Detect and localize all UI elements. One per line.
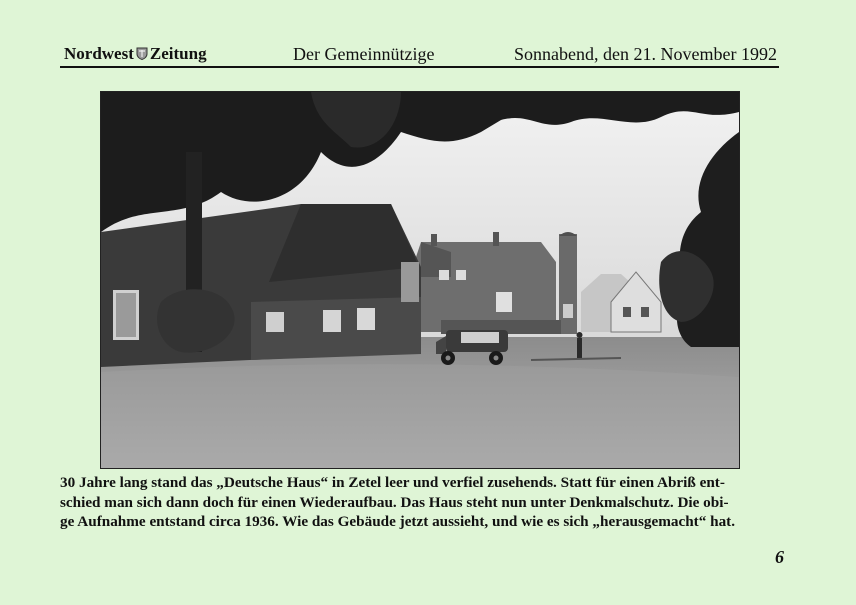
masthead-name-left: Nordwest [64, 44, 134, 63]
caption-line-2: schied man sich dann doch für einen Wiederaufbau. Das Haus steht nun unter Denkmalschutz. Die obi- [60, 493, 729, 511]
photo-caption [60, 473, 780, 532]
masthead-name-right: Zeitung [149, 44, 207, 63]
newspaper-masthead [64, 44, 207, 64]
coat-of-arms-icon [136, 47, 148, 60]
page-header [60, 42, 779, 68]
caption-line-1: 30 Jahre lang stand das „Deutsche Haus“ in Zetel leer und verfiel zusehends. Statt für einen Abriß ent- [60, 474, 725, 491]
issue-date: Sonnabend, den 21. November 1992 [514, 44, 777, 64]
section-title: Der Gemeinnützige [293, 44, 435, 64]
photo-illustration [101, 92, 739, 468]
page-number: 6 [775, 547, 784, 567]
historic-photograph [100, 91, 740, 469]
caption-line-3: ge Aufnahme entstand circa 1936. Wie das Gebäude jetzt aussieht, und wie es sich „herausgemacht“ hat. [60, 513, 736, 531]
